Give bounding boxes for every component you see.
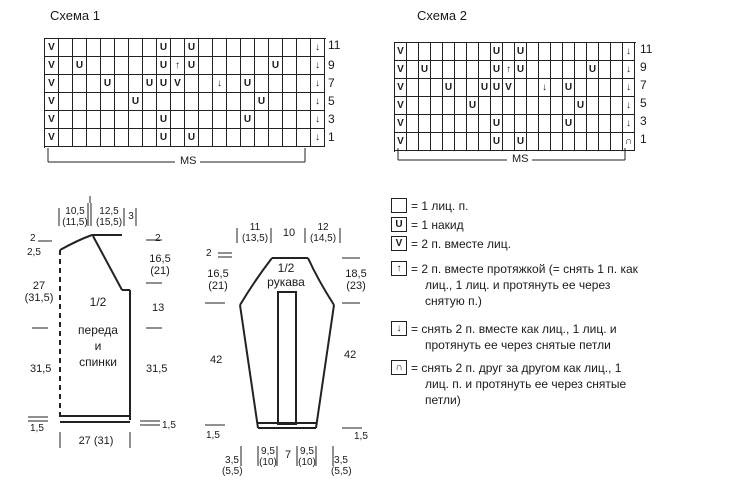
- chart-cell: V: [395, 133, 407, 151]
- chart-cell: U: [157, 39, 171, 57]
- dim-text: (5,5): [331, 466, 352, 477]
- chart-cell: V: [45, 75, 59, 93]
- chart-cell: ↓: [623, 115, 635, 133]
- chart1-title: Схема 1: [50, 8, 100, 23]
- row-label: 9: [328, 58, 335, 72]
- chart2-title: Схема 2: [417, 8, 467, 23]
- sleeve-left-16-5: [204, 268, 232, 292]
- legend-text: = снять 2 п. друг за другом как лиц., 1: [411, 361, 622, 375]
- chart-cell: U: [491, 43, 503, 61]
- legend-text: = 1 накид: [411, 218, 464, 232]
- row-label: 9: [640, 60, 647, 74]
- row-label: 5: [640, 96, 647, 110]
- dim-text: (23): [346, 280, 366, 292]
- row-label: 7: [328, 76, 335, 90]
- body-left-27: [24, 280, 54, 304]
- arch-icon: ∩: [391, 360, 407, 375]
- body-right-31-5: 31,5: [146, 363, 168, 375]
- body-bottom-dim: 27 (31): [78, 435, 114, 447]
- chart-cell: U: [515, 133, 527, 151]
- chart-cell: U: [185, 57, 199, 75]
- dim-text: 3,5: [334, 455, 348, 466]
- chart-cell: ↓: [623, 79, 635, 97]
- yarn-over-icon: U: [391, 217, 407, 232]
- sleeve-right-42: 42: [344, 349, 357, 361]
- sleeve-top-11: [240, 222, 270, 244]
- chart-cell: U: [129, 93, 143, 111]
- chart-cell: U: [479, 79, 491, 97]
- sleeve-right-18-5: [342, 268, 370, 292]
- chart-cell: V: [45, 111, 59, 129]
- dim-text: (15,5): [95, 217, 123, 228]
- dim-text: 12: [317, 222, 329, 233]
- chart-cell: U: [491, 133, 503, 151]
- chart-cell: U: [575, 97, 587, 115]
- sleeve-label-line: рукава: [267, 275, 305, 289]
- sleeve-right-1-5: 1,5: [354, 431, 368, 442]
- chart-cell: V: [395, 61, 407, 79]
- body-left-1-5: 1,5: [30, 423, 44, 434]
- row-label: 3: [328, 112, 335, 126]
- row-label: 3: [640, 114, 647, 128]
- row-label: 11: [328, 38, 341, 52]
- sleeve-bot-3-5a: [222, 455, 242, 477]
- body-right-16-5: [146, 253, 174, 277]
- body-top-dim-c: 3: [128, 211, 134, 222]
- sleeve-left-1-5: 1,5: [206, 430, 220, 441]
- chart-cell: ↓: [311, 39, 325, 57]
- body-right-13: 13: [152, 302, 165, 314]
- chart-cell: V: [45, 39, 59, 57]
- chart-cell: U: [185, 129, 199, 147]
- chart-cell: ∩: [623, 133, 635, 151]
- sleeve-bot-3-5b: [331, 455, 351, 477]
- dim-text: (13,5): [241, 233, 269, 244]
- chart-cell: ↓: [311, 93, 325, 111]
- chart-cell: U: [563, 115, 575, 133]
- sleeve-left-2: 2: [206, 248, 212, 259]
- chart-cell: U: [491, 79, 503, 97]
- body-label-line: переда: [78, 323, 118, 337]
- body-label-line: 1/2: [89, 295, 107, 309]
- chart-cell: U: [563, 79, 575, 97]
- dim-text: 11: [249, 222, 261, 233]
- chart-cell: U: [157, 129, 171, 147]
- chart-cell: U: [157, 111, 171, 129]
- row-label: 1: [328, 130, 335, 144]
- chart-cell: V: [171, 75, 185, 93]
- body-label-line: и: [94, 339, 102, 353]
- legend-text: лиц. п. и протянуть ее через снятые: [425, 377, 627, 391]
- chart-cell: ↓: [623, 97, 635, 115]
- chart-cell: U: [491, 61, 503, 79]
- legend-text: = снять 2 п. вместе как лиц., 1 лиц. и: [411, 322, 617, 336]
- chart1-ms-label: MS: [177, 155, 200, 167]
- dim-text: 27: [32, 280, 46, 292]
- chart-cell: U: [143, 75, 157, 93]
- chart-cell: U: [73, 57, 87, 75]
- dim-text: (21): [208, 280, 228, 292]
- chart-cell: ↓: [311, 75, 325, 93]
- k2tog-icon: V: [391, 236, 407, 251]
- body-right-2: 2: [155, 233, 161, 244]
- chart-cell: U: [419, 61, 431, 79]
- body-top-dim-a: [62, 206, 88, 228]
- row-label: 1: [640, 132, 647, 146]
- chart-cell: U: [491, 115, 503, 133]
- sleeve-piece-label: [254, 261, 318, 289]
- legend-text: снятую п.): [425, 294, 482, 308]
- empty-box-icon: [391, 198, 407, 213]
- dim-text: (14,5): [309, 233, 337, 244]
- chart-cell: U: [255, 93, 269, 111]
- chart-cell: V: [45, 93, 59, 111]
- down-arrow-icon: ↓: [391, 321, 407, 336]
- legend-text: = 1 лиц. п.: [411, 199, 469, 213]
- chart-cell: U: [443, 79, 455, 97]
- up-arrow-icon: ↑: [391, 261, 407, 276]
- chart-cell: U: [185, 39, 199, 57]
- dim-text: 18,5: [345, 268, 367, 280]
- chart-cell: ↓: [213, 75, 227, 93]
- body-top-dim-b: [94, 206, 124, 228]
- row-label: 7: [640, 78, 647, 92]
- chart-cell: U: [587, 61, 599, 79]
- chart-cell: ↑: [171, 57, 185, 75]
- chart-cell: U: [157, 57, 171, 75]
- chart-cell: V: [45, 57, 59, 75]
- sleeve-left-42: 42: [210, 354, 223, 366]
- legend-text: протянуть ее через снятые петли: [425, 338, 611, 352]
- body-left-2-5: 2,5: [27, 247, 41, 258]
- body-right-1-5: 1,5: [162, 420, 176, 431]
- dim-text: 12,5: [99, 206, 119, 217]
- dim-text: 9,5: [261, 446, 275, 457]
- dim-text: (11,5): [62, 217, 88, 228]
- chart-cell: U: [515, 61, 527, 79]
- dim-text: (10): [259, 457, 277, 468]
- body-label-line: спинки: [79, 355, 117, 369]
- chart-cell: V: [45, 129, 59, 147]
- legend-text: = 2 п. вместе протяжкой (= снять 1 п. как: [411, 262, 638, 276]
- chart-cell: ↓: [623, 43, 635, 61]
- sleeve-label-line: 1/2: [277, 261, 295, 275]
- sleeve-bot-9-5b: [297, 446, 317, 468]
- sleeve-top-12: [308, 222, 338, 244]
- chart-cell: V: [395, 79, 407, 97]
- chart-cell: ↓: [539, 79, 551, 97]
- body-left-31-5: 31,5: [30, 363, 52, 375]
- sleeve-top-10: 10: [282, 227, 296, 239]
- chart-cell: U: [157, 75, 171, 93]
- legend-text: петли): [425, 393, 461, 407]
- dim-text: 10,5: [65, 206, 85, 217]
- chart-cell: V: [503, 79, 515, 97]
- chart-cell: V: [395, 97, 407, 115]
- chart-cell: ↓: [311, 57, 325, 75]
- legend-text: лиц., 1 лиц. и протянуть ее через: [425, 278, 611, 292]
- chart-cell: V: [395, 43, 407, 61]
- chart-cell: ↓: [623, 61, 635, 79]
- chart-cell: ↓: [311, 111, 325, 129]
- body-piece-label: [70, 294, 126, 370]
- dim-text: 3,5: [225, 455, 239, 466]
- chart-cell: V: [395, 115, 407, 133]
- dim-text: (10): [298, 457, 316, 468]
- chart-cell: U: [467, 97, 479, 115]
- dim-text: (5,5): [222, 466, 243, 477]
- dim-text: (21): [150, 265, 170, 277]
- row-label: 5: [328, 94, 335, 108]
- chart-cell: U: [515, 43, 527, 61]
- chart-cell: U: [241, 75, 255, 93]
- chart-cell: U: [241, 111, 255, 129]
- chart-cell: U: [101, 75, 115, 93]
- chart-cell: U: [269, 57, 283, 75]
- dim-text: (31,5): [24, 292, 54, 304]
- sleeve-bot-9-5a: [258, 446, 278, 468]
- dim-text: 9,5: [300, 446, 314, 457]
- chart2-ms-label: MS: [509, 153, 532, 165]
- body-left-2: 2: [30, 233, 36, 244]
- chart-cell: ↑: [503, 61, 515, 79]
- sleeve-bot-7: 7: [284, 449, 292, 461]
- row-label: 11: [640, 42, 653, 56]
- dim-text: 16,5: [207, 268, 229, 280]
- legend-text: = 2 п. вместе лиц.: [411, 237, 511, 251]
- chart-cell: ↓: [311, 129, 325, 147]
- dim-text: 16,5: [149, 253, 171, 265]
